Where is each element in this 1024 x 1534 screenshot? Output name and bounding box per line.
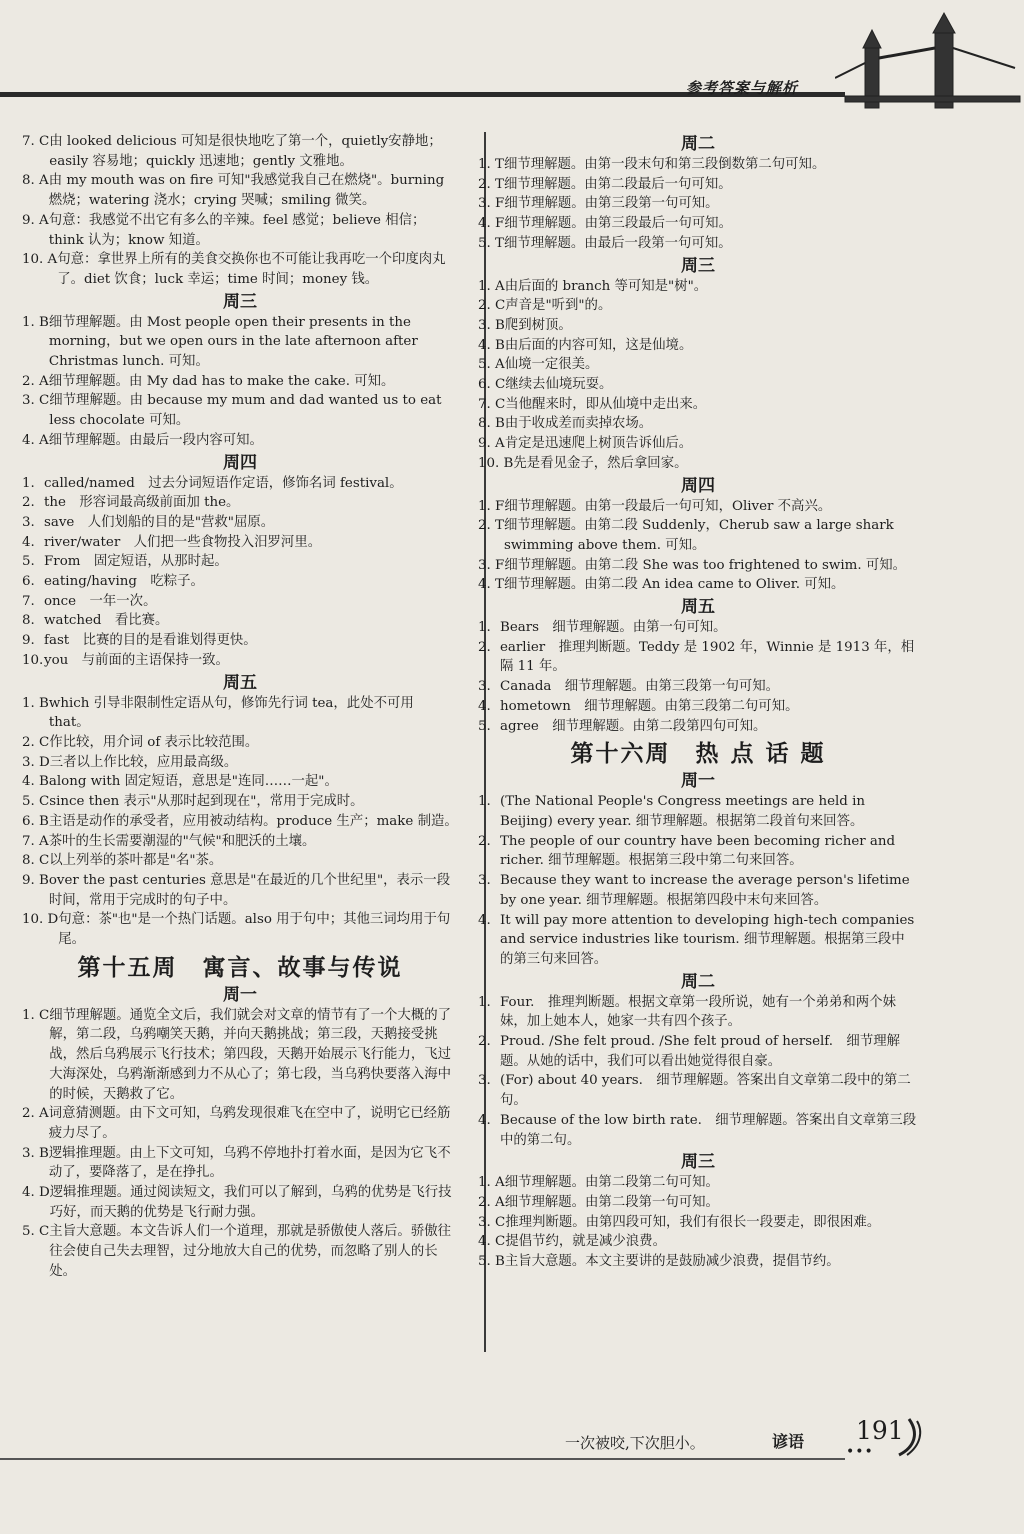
answer-item bbox=[22, 592, 458, 612]
answer-number: 3. D bbox=[22, 754, 50, 770]
answer-explanation: 声音是"听到"的。 bbox=[505, 298, 612, 314]
answer-number: 4. B bbox=[22, 774, 49, 790]
answer-number: 9. A bbox=[22, 212, 49, 228]
answer-item bbox=[478, 277, 918, 297]
answer-explanation: 细节理解题。由第一段末句和第三段倒数第二句可知。 bbox=[503, 157, 826, 172]
answer-item bbox=[22, 1183, 458, 1222]
answer-item bbox=[478, 497, 918, 517]
answer-item bbox=[478, 717, 918, 737]
answer-number: 7. C bbox=[22, 134, 50, 149]
day-heading: 周五 bbox=[681, 597, 715, 618]
answer-item bbox=[22, 572, 458, 592]
answer-explanation: 细节理解题。由第三段最后一句可知。 bbox=[504, 216, 732, 232]
page-number-swoosh bbox=[895, 1417, 925, 1457]
answer-item bbox=[478, 911, 918, 970]
answer-explanation: 句意：拿世界上所有的美食交换你也不可能让我再吃一个印度肉丸了。diet 饮食；luck 幸运；time 时间；money 钱。 bbox=[57, 252, 446, 287]
answer-item bbox=[478, 618, 918, 638]
answer-explanation: 逻辑推理题。通过阅读短文，我们可以了解到，乌鸦的优势是飞行技巧好，而天鹅的优势是飞行耐力强。 bbox=[49, 1185, 452, 1220]
answer-number: 7. A bbox=[22, 833, 49, 849]
day-heading: 周三 bbox=[681, 255, 715, 276]
answer-item bbox=[22, 513, 458, 533]
answer-number: 3. B bbox=[22, 1145, 49, 1161]
answer-explanation: 细节理解题。由第二段 Suddenly，Cherub saw a large shark swimming above them. 可知。 bbox=[503, 518, 894, 553]
answer-number: 1. bbox=[22, 475, 35, 491]
answer-explanation: agree 细节理解题。由第二段第四句可知。 bbox=[500, 718, 767, 734]
answer-explanation: along with 固定短语，意思是"连同……一起"。 bbox=[48, 774, 338, 790]
answer-item bbox=[22, 474, 458, 494]
answer-explanation: 词意猜测题。由下文可知，乌鸦发现很难飞在空中了，说明它已经筋疲力尽了。 bbox=[48, 1106, 451, 1141]
answer-item bbox=[478, 677, 918, 697]
answer-item bbox=[478, 1032, 918, 1071]
answer-explanation: (The National People's Congress meetings are held in Beijing) every year. 细节理解题。根据第二段首句来回答。 bbox=[500, 794, 866, 829]
answer-item bbox=[478, 1071, 918, 1110]
answer-explanation: you 与前面的主语保持一致。 bbox=[44, 652, 229, 668]
answer-item bbox=[22, 772, 458, 792]
answer-number: 9. A bbox=[478, 436, 505, 452]
answer-explanation: Because of the low birth rate. 细节理解题。答案出自文章第三段中的第二句。 bbox=[500, 1112, 917, 1148]
answer-number: 9. bbox=[22, 633, 35, 649]
left-column bbox=[22, 132, 458, 1282]
answer-number: 9. B bbox=[22, 872, 49, 888]
answer-item bbox=[478, 871, 918, 910]
answer-number: 3. bbox=[478, 679, 491, 695]
answer-item bbox=[478, 575, 918, 595]
answer-explanation: 句意：茶"也"是一个热门话题。also 用于句中；其他三词均用于句尾。 bbox=[58, 912, 451, 948]
answer-item bbox=[22, 171, 458, 210]
answer-explanation: 逻辑推理题。由上下文可知，乌鸦不停地扑打着水面，是因为它飞不动了，要降落了，是在挣扎。 bbox=[48, 1145, 451, 1181]
answer-item bbox=[22, 910, 458, 949]
week-heading: 第十六周 热 点 话 题 bbox=[570, 741, 826, 768]
answer-explanation: 由 looked delicious 可知是很快地吃了第一个，quietly安静地；easily 容易地；quickly 迅速地；gently 文雅地。 bbox=[49, 134, 442, 169]
answer-explanation: watched 看比赛。 bbox=[44, 613, 169, 629]
answer-item bbox=[22, 812, 458, 832]
answer-number: 2. bbox=[478, 1034, 491, 1050]
answer-item bbox=[478, 1252, 918, 1272]
answer-number: 4. F bbox=[478, 216, 505, 232]
answer-item bbox=[22, 753, 458, 773]
answer-item bbox=[22, 871, 458, 910]
answer-item bbox=[478, 395, 918, 415]
answer-item bbox=[478, 1173, 918, 1193]
answer-item bbox=[22, 651, 458, 671]
answer-item bbox=[478, 1111, 918, 1150]
answer-explanation: 主旨大意题。本文告诉人们一个道理，那就是骄傲使人落后。骄傲往往会使自己失去理智，过分地放大自己的优势，而忽略了别人的长处。 bbox=[49, 1224, 451, 1279]
answer-explanation: Four. 推理判断题。根据文章第一段所说，她有一个弟弟和两个妹妹，加上她本人，她家一共有四个孩子。 bbox=[500, 994, 896, 1030]
answer-explanation: 三者以上作比较，应用最高级。 bbox=[49, 754, 238, 770]
answer-item bbox=[478, 792, 918, 831]
day-heading: 周三 bbox=[223, 291, 257, 312]
answer-item bbox=[478, 214, 918, 234]
answer-item bbox=[478, 375, 918, 395]
answer-explanation: 细节理解题。由第二段最后一句可知。 bbox=[503, 176, 732, 192]
answer-number: 3. B bbox=[478, 317, 505, 333]
day-heading: 周五 bbox=[223, 672, 257, 693]
answer-item bbox=[22, 493, 458, 513]
answer-number: 1. T bbox=[478, 157, 504, 172]
answer-item bbox=[22, 792, 458, 812]
answer-explanation: since then 表示"从那时起到现在"，常用于完成时。 bbox=[49, 794, 364, 810]
answer-number: 3. F bbox=[478, 196, 505, 212]
answer-number: 6. bbox=[22, 574, 35, 590]
answer-number: 5. bbox=[478, 718, 491, 734]
answer-number: 7. bbox=[22, 593, 35, 609]
answer-number: 5. B bbox=[478, 1254, 505, 1270]
answer-item bbox=[22, 1104, 458, 1143]
answer-explanation: 由 my mouth was on fire 可知"我感觉我自己在燃烧"。burning 燃烧；watering 浇水；crying 哭喊；smiling 微笑。 bbox=[48, 173, 445, 209]
answer-number: 6. C bbox=[478, 377, 506, 393]
answer-item bbox=[478, 993, 918, 1032]
answer-item bbox=[478, 194, 918, 214]
answer-explanation: once 一年一次。 bbox=[44, 593, 157, 609]
answer-item bbox=[478, 175, 918, 195]
answer-explanation: Canada 细节理解题。由第三段第一句可知。 bbox=[500, 679, 780, 695]
answer-number: 8. C bbox=[22, 853, 50, 869]
answer-number: 3. bbox=[478, 1073, 491, 1089]
answer-number: 5. A bbox=[478, 357, 505, 373]
answer-number: 5. T bbox=[478, 235, 504, 251]
answer-number: 10. bbox=[22, 652, 44, 668]
answer-item bbox=[22, 391, 458, 430]
answer-item bbox=[22, 313, 458, 372]
answer-explanation: Bears 细节理解题。由第一句可知。 bbox=[500, 620, 727, 636]
answer-number: 10. D bbox=[22, 912, 59, 928]
answer-number: 6. B bbox=[22, 813, 49, 829]
tower-bridge-illustration bbox=[835, 8, 1024, 123]
answer-explanation: 细节理解题。由第三段第一句可知。 bbox=[504, 196, 719, 212]
answer-explanation: 茶叶的生长需要潮湿的"气候"和肥沃的土壤。 bbox=[48, 833, 316, 849]
day-heading: 周一 bbox=[681, 771, 715, 792]
answer-explanation: Because they want to increase the average person's lifetime by one year. 细节理解题。根据第四段中末句来回答。 bbox=[500, 873, 910, 908]
answer-explanation: the 形容词最高级前面加 the。 bbox=[44, 495, 240, 511]
answer-explanation: 细节理解题。由最后一段内容可知。 bbox=[48, 432, 263, 448]
answer-number: 1. A bbox=[478, 278, 505, 294]
answer-number: 4. bbox=[478, 698, 491, 714]
answer-number: 4. bbox=[478, 1112, 491, 1128]
page-number: 191 bbox=[856, 1416, 904, 1445]
answer-number: 8. bbox=[22, 613, 35, 629]
answer-explanation: river/water 人们把一些食物投入汨罗河里。 bbox=[44, 534, 322, 550]
answer-number: 4. bbox=[22, 534, 35, 550]
answer-item bbox=[22, 733, 458, 753]
day-heading: 周三 bbox=[681, 1152, 715, 1173]
day-heading: 周二 bbox=[681, 971, 715, 992]
answer-explanation: hometown 细节理解题。由第三段第二句可知。 bbox=[500, 698, 799, 714]
answer-number: 2. bbox=[22, 495, 35, 511]
answer-number: 2. A bbox=[478, 1194, 505, 1210]
footer-proverb-tag: 谚语 bbox=[772, 1432, 805, 1451]
answer-number: 4. D bbox=[22, 1185, 50, 1201]
answer-explanation: 先是看见金子，然后拿回家。 bbox=[513, 455, 688, 471]
answer-item bbox=[478, 638, 918, 677]
answer-explanation: 以上列举的茶叶都是"名"茶。 bbox=[49, 853, 223, 869]
day-heading: 周一 bbox=[223, 984, 257, 1005]
answer-explanation: 细节理解题。通览全文后，我们就会对文章的情节有了一个大概的了解，第二段，乌鸦嘲笑天鹅，并向天鹅挑战；第三段，天鹅接受挑战，然后乌鸦展示飞行技术；第四段，天鹅开始展示飞行能力，飞过大海深处，乌鸦渐渐感到力不从心了；第七段，当乌鸦快要落入海中的时候，天鹅救了它。 bbox=[49, 1007, 451, 1102]
answer-number: 2. A bbox=[22, 1106, 49, 1122]
answer-item bbox=[478, 832, 918, 871]
answer-number: 5. C bbox=[22, 1224, 50, 1240]
answer-item bbox=[478, 434, 918, 454]
answer-explanation: 细节理解题。由 because my mum and dad wanted us to eat less chocolate 可知。 bbox=[49, 393, 442, 429]
answer-explanation: 当他醒来时，即从仙境中走出来。 bbox=[505, 396, 707, 412]
answer-number: 4. A bbox=[22, 432, 49, 448]
answer-explanation: fast 比赛的目的是看谁划得更快。 bbox=[44, 633, 257, 649]
answer-number: 10. B bbox=[478, 455, 514, 471]
day-heading: 周四 bbox=[223, 452, 257, 473]
answer-item bbox=[478, 414, 918, 434]
right-column bbox=[478, 132, 918, 1272]
answer-item bbox=[478, 336, 918, 356]
answer-explanation: 由后面的 branch 等可知是"树"。 bbox=[504, 278, 708, 294]
answer-explanation: 肯定是迅速爬上树顶告诉仙后。 bbox=[504, 436, 693, 452]
answer-number: 2. T bbox=[478, 176, 504, 192]
answer-item bbox=[22, 533, 458, 553]
answer-item bbox=[22, 1144, 458, 1183]
answer-number: 5. C bbox=[22, 794, 50, 810]
answer-item bbox=[22, 631, 458, 651]
answer-explanation: 细节理解题。由 Most people open their presents in the morning，but we open ours in the late afternoon after Christmas lunch. 可知。 bbox=[48, 314, 418, 370]
answer-explanation: From 固定短语，从那时起。 bbox=[44, 554, 228, 570]
answer-number: 3. C bbox=[22, 393, 50, 409]
header-label: 参考答案与解析 bbox=[686, 79, 799, 97]
answer-item bbox=[22, 611, 458, 631]
answer-item bbox=[478, 316, 918, 336]
answer-explanation: called/named 过去分词短语作定语，修饰名词 festival。 bbox=[44, 475, 403, 491]
answer-explanation: over the past centuries 意思是"在最近的几个世纪里"，表示一段时间，常用于完成时的句子中。 bbox=[48, 872, 451, 908]
answer-explanation: earlier 推理判断题。Teddy 是 1902 年，Winnie 是 1913 年，相隔 11 年。 bbox=[500, 639, 915, 675]
answer-explanation: eating/having 吃粽子。 bbox=[44, 574, 204, 590]
answer-item bbox=[22, 132, 458, 171]
answer-number: 2. C bbox=[478, 298, 506, 314]
answer-explanation: 由后面的内容可知，这是仙境。 bbox=[504, 337, 693, 353]
answer-number: 1. bbox=[478, 620, 491, 636]
answer-number: 2. bbox=[478, 833, 491, 849]
answer-item bbox=[22, 211, 458, 250]
answer-explanation: It will pay more attention to developing high-tech companies and service industries like tourism. 细节理解题。根据第三段中的第三句来回答。 bbox=[500, 912, 915, 967]
answer-explanation: The people of our country have been becoming richer and richer. 细节理解题。根据第三段中第二句来回答。 bbox=[500, 833, 896, 869]
answer-number: 3. bbox=[478, 873, 491, 889]
answer-number: 2. A bbox=[22, 373, 49, 389]
answer-number: 3. bbox=[22, 514, 35, 530]
answer-explanation: 细节理解题。由第一段最后一句可知，Oliver 不高兴。 bbox=[504, 498, 832, 514]
answer-item bbox=[478, 1232, 918, 1252]
answer-number: 2. bbox=[478, 639, 491, 655]
answer-number: 1. F bbox=[478, 498, 505, 514]
answer-explanation: 细节理解题。由第二段第二句可知。 bbox=[504, 1175, 719, 1191]
answer-explanation: 主旨大意题。本文主要讲的是鼓励减少浪费，提倡节约。 bbox=[504, 1254, 840, 1270]
answer-explanation: 细节理解题。由 My dad has to make the cake. 可知。 bbox=[48, 373, 395, 389]
answer-number: 4. bbox=[478, 912, 491, 928]
answer-number: 4. T bbox=[478, 577, 504, 593]
answer-explanation: 由于收成差而卖掉农场。 bbox=[504, 416, 653, 432]
answer-item bbox=[478, 234, 918, 254]
answer-item bbox=[478, 355, 918, 375]
answer-explanation: 细节理解题。由最后一段第一句可知。 bbox=[503, 235, 732, 251]
answer-number: 1. C bbox=[22, 1007, 50, 1023]
answer-explanation: Proud. /She felt proud. /She felt proud of herself. 细节理解题。从她的话中，我们可以看出她觉得很自豪。 bbox=[500, 1034, 900, 1069]
answer-number: 2. T bbox=[478, 518, 504, 534]
answer-number: 8. A bbox=[22, 173, 49, 189]
answer-item bbox=[22, 832, 458, 852]
answer-number: 1. A bbox=[478, 1175, 505, 1191]
answer-item bbox=[22, 372, 458, 392]
day-heading: 周二 bbox=[681, 134, 715, 154]
answer-explanation: 作比较，用介词 of 表示比较范围。 bbox=[49, 734, 259, 750]
answer-number: 5. bbox=[22, 554, 35, 570]
answer-number: 8. B bbox=[478, 416, 505, 432]
answer-item bbox=[22, 431, 458, 451]
answer-number: 1. bbox=[478, 994, 491, 1010]
answer-item bbox=[22, 1222, 458, 1281]
day-heading: 周四 bbox=[681, 475, 715, 496]
answer-item bbox=[478, 697, 918, 717]
answer-explanation: 提倡节约，就是减少浪费。 bbox=[505, 1234, 666, 1250]
answer-item bbox=[478, 155, 918, 175]
answer-item bbox=[22, 250, 458, 289]
answer-number: 1. B bbox=[22, 314, 49, 330]
answer-explanation: (For) about 40 years. 细节理解题。答案出自文章第二段中的第二句。 bbox=[500, 1073, 911, 1109]
answer-explanation: 细节理解题。由第二段 An idea came to Oliver. 可知。 bbox=[503, 577, 845, 593]
answer-item bbox=[478, 1213, 918, 1233]
answer-item bbox=[478, 556, 918, 576]
answer-explanation: 继续去仙境玩耍。 bbox=[505, 377, 613, 393]
answer-explanation: 细节理解题。由第二段第一句可知。 bbox=[504, 1194, 719, 1210]
answer-number: 7. C bbox=[478, 396, 506, 412]
answer-item bbox=[22, 1006, 458, 1105]
answer-item bbox=[22, 694, 458, 733]
page-number-dots: ••• bbox=[846, 1444, 874, 1460]
answer-item bbox=[22, 851, 458, 871]
answer-explanation: 句意：我感觉不出它有多么的辛辣。feel 感觉；believe 相信；think 认为；know 知道。 bbox=[48, 212, 426, 248]
answer-explanation: 仙境一定很美。 bbox=[504, 357, 599, 373]
answer-explanation: 细节理解题。由第二段 She was too frightened to swim. 可知。 bbox=[504, 557, 907, 573]
footer-rule bbox=[0, 1458, 845, 1460]
answer-number: 3. C bbox=[478, 1214, 506, 1230]
week-heading: 第十五周 寓言、故事与传说 bbox=[77, 954, 403, 981]
answer-item bbox=[478, 454, 918, 474]
answer-explanation: 主语是动作的承受者，应用被动结构。produce 生产；make 制造。 bbox=[48, 813, 458, 829]
answer-number: 4. B bbox=[478, 337, 505, 353]
answer-number: 10. A bbox=[22, 252, 58, 268]
answer-number: 2. C bbox=[22, 734, 50, 750]
footer-proverb: 一次被咬,下次胆小。 bbox=[565, 1434, 705, 1452]
answer-number: 1. B bbox=[22, 695, 49, 711]
answer-explanation: 爬到树顶。 bbox=[504, 317, 572, 333]
answer-item bbox=[22, 552, 458, 572]
answer-item bbox=[478, 296, 918, 316]
answer-number: 4. C bbox=[478, 1234, 506, 1250]
answer-number: 3. F bbox=[478, 557, 505, 573]
answer-explanation: save 人们划船的目的是"营救"屈原。 bbox=[44, 514, 275, 530]
answer-number: 1. bbox=[478, 794, 491, 810]
answer-explanation: which 引导非限制性定语从句，修饰先行词 tea，此处不可用 that。 bbox=[48, 695, 414, 731]
answer-item bbox=[478, 1193, 918, 1213]
answer-item bbox=[478, 516, 918, 555]
answer-explanation: 推理判断题。由第四段可知，我们有很长一段要走，即很困难。 bbox=[505, 1214, 881, 1230]
